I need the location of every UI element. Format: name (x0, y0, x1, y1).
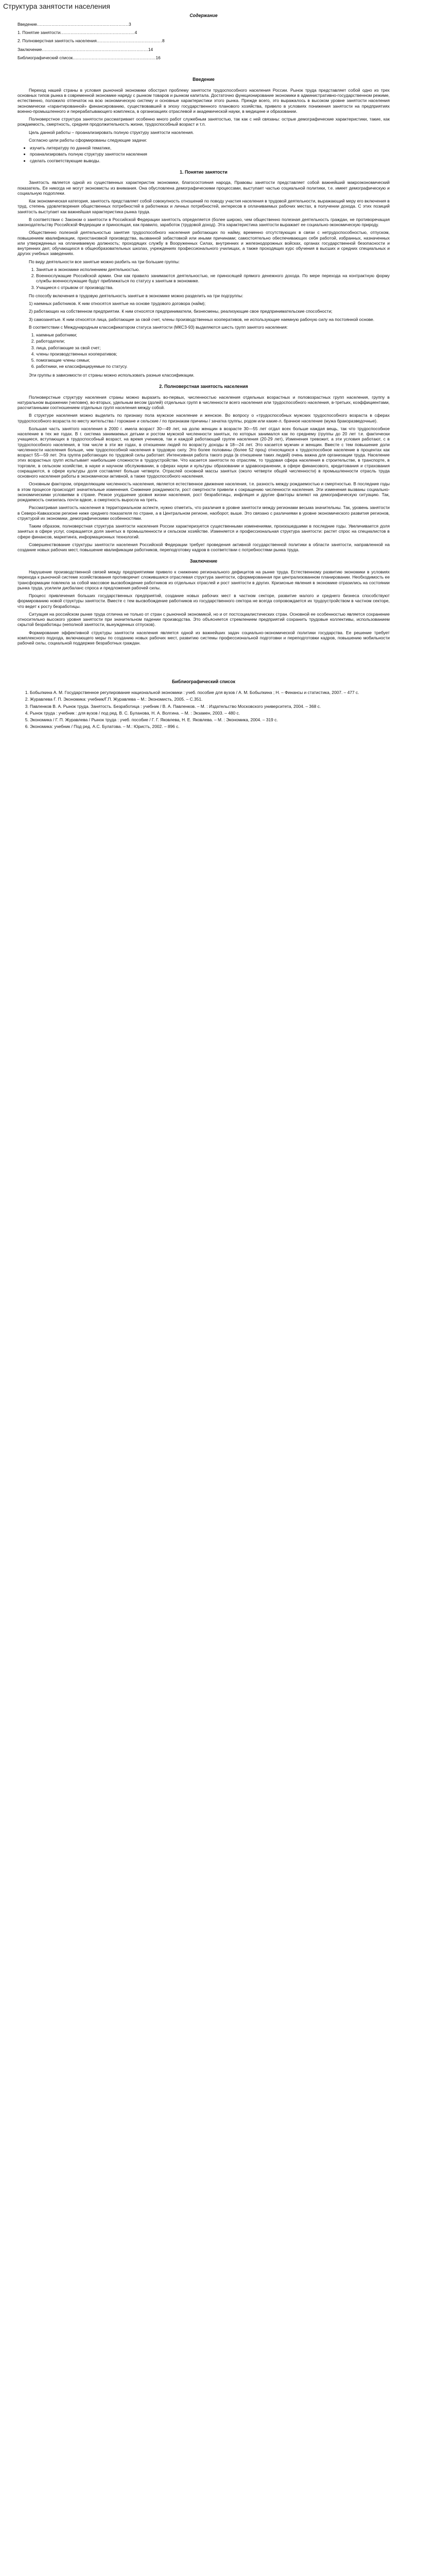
paragraph: Основным фактором, определяющим численность населения, является естественное движение населения, т.е. разность между рождаемостью и смертностью. В последние годы в этом процессе происходят значительные изменения. Снижение рождаемости, рост смертности привели к сокращению численности населения. Эти изменения вызваны социально-экономическими условиями в стране. Резкое ухудшение уровня жизни населения, рост безработицы, инфляция и другие факторы влияют на демографическую ситуацию. Так, рождаемость снизилась почти вдвое, а смертность выросла на треть. (18, 481, 390, 503)
list-item: 1. наемные работники; (36, 332, 390, 337)
section-2-heading: 2. Полноверстная занятость населения (159, 383, 248, 389)
section-1-groups-2 (30, 332, 390, 369)
toc-item-title: 1. Понятие занятости (18, 30, 61, 36)
toc-item-page: 3 (129, 21, 131, 27)
toc-item-leader: ................................................... (60, 30, 135, 36)
paragraph: 2) работающих на собственном предприятии. К ним относятся предприниматели, бизнесмены, реализующие свое предпринимательские способности; (29, 309, 333, 314)
document-page (0, 0, 436, 735)
list-item: 6. работники, не классифицируемые по статусу. (36, 364, 390, 369)
list-item: 3. Учащиеся с отрывом от производства. (36, 285, 390, 290)
bibliography-item: 1. Бобылкина А. М. Государственное регулирование национальной экономики : учеб. пособие для вузов / А. М. Бобылкина ; Н. – Финансы и статистика, 2007. – 477 с. (30, 690, 390, 695)
paragraph: Формирование эффективной структуры занятости населения является одной из важнейших задач социально-экономической политики государства. Ее решение требует комплексного подхода, включающего меры по созданию новых рабочих мест, развитию системы профессиональной подготовки и переподготовки кадров, повышению мобильности рабочей силы, социальной поддержке безработных граждан. (18, 630, 390, 646)
paragraph: Как экономическая категория, занятость представляет собой совокупность отношений по поводу участия населения в трудовой деятельности, выражающий меру его включения в труд, степень удовлетворения общественных потребностей в работниках и личных потребностей, интересов в оплачиваемых рабочих местах, в получении дохода. С этих позиций занятость выступает как важнейшая характеристика рынка труда. (18, 198, 390, 214)
toc-item-leader: ......................................................... (73, 55, 156, 60)
conclusion-paragraphs (18, 569, 390, 646)
list-item: • проанализировать полную структуру занятости населения (30, 151, 390, 157)
toc-item-title: Библиографический список (18, 55, 73, 60)
section-1-heading: 1. Понятие занятости (180, 169, 228, 175)
list-item: • сделать соответствующие выводы. (30, 158, 390, 163)
toc-item-title: Заключение (18, 46, 42, 52)
bibliography-item: 5. Экономика / Г. П. Журавлева / Рынок труда : учеб. пособие / Г. Г. Яковлева, Н. Е. Яковлева. – М. : Экономика, 2004. – 319 с. (30, 717, 390, 722)
toc-item-page: 4 (134, 30, 137, 36)
toc-list (18, 22, 390, 60)
bibliography-item: 6. Экономика: учебник / Под ред. А.С. Булатова. – М.: Юристъ, 2002. – 896 с. (30, 724, 390, 729)
intro-heading: Введение (193, 77, 215, 82)
paragraph: Ситуация на российском рынке труда отлична не только от стран с рыночной экономикой, но и от постсоциалистических стран. Основной ее особенностью является сохранение относительно высокого уровня занятости при значительном падении производства. Это объясняется стремлением предприятий сохранить трудовые коллективы, использованием скрытой безработицы (неполной занятости, вынужденных отпусков). (18, 611, 390, 628)
paragraph: Нарушение производственной связей между предприятиями привело к снижению регионального дефицитов на рынке труда. Естественному развитию экономики в условиях перехода к рыночной системе хозяйствования противоречит сложившаяся отраслевая структура занятости, сформированная при централизованном планировании. Необходимость ее трансформации повлекла за собой массовое высвобождение работников из отдельных отраслей и рост занятости в других. Кризисные явления в экономике отразились на состоянии рынка труда, усилили дисбаланс спроса и предложения рабочей силы. (18, 569, 390, 590)
paragraph: В структуре населения можно выделить по признаку пола мужское население и женское. Во вопросу о «трудоспособных мужских трудоспособного возраста в сферах трудоспособного возраста по месту жительства / горожане и сельские / по признакам причины / зачатка группы, родом или какие-л. брачное население (мужа бракоразведочные). (18, 413, 390, 423)
toc-item-title: Введение (18, 21, 37, 27)
toc-item-leader: ......................................................................... (42, 46, 148, 52)
section-1-groups (30, 267, 390, 290)
toc-item-title: 2. Полноверстная занятость населения (18, 38, 97, 44)
list-item: 3. лица, работающие за свой счет; (36, 345, 390, 350)
toc-item[interactable] (18, 47, 390, 52)
list-item: 4. члены производственных кооперативов; (36, 351, 390, 357)
section-1-paragraphs-2 (18, 293, 390, 330)
bibliography-heading: Библиографический список (171, 679, 236, 685)
bibliography-item: 2. Журавлева Г. П. Экономика: учебник/Г.П. Журавлева – М.: Экономисть, 2005. – С.351. (30, 697, 390, 702)
toc-item-page: 8 (162, 38, 165, 44)
conclusion-section (18, 558, 390, 646)
list-item: 2. работодатели; (36, 338, 390, 344)
paragraph: По способу включения в трудовую деятельность занятые в экономике можно разделить на три подгруппы: (29, 293, 243, 298)
section-2 (18, 384, 390, 552)
list-item: 1. Занятые в экономике исполнением деятельностью. (36, 267, 390, 272)
toc-item-leader: ............................................................... (37, 21, 129, 27)
list-item: • изучить литературу по данной тематике, (30, 145, 390, 150)
paragraph: Цель данной работы – проанализировать полную структуру занятости населения. (29, 129, 194, 135)
toc-item[interactable] (18, 22, 390, 27)
bibliography-item: 4. Рынок труда : учебник : для вузов / под ред. В. С. Буланова, Н. А. Волгина. – М. : Экзамен, 2003. – 480 с. (30, 710, 390, 716)
document-title: Структура занятости населения (3, 2, 110, 10)
toc-item[interactable] (18, 55, 390, 60)
list-item: 2. Военнослужащие Российской армии. Они как правило занимаются деятельностью, не приносящей прямого денежного дохода. По мере перехода на контрактную форму службы военнослужащие будут приближаться по статусу к занятым в экономике. (36, 273, 390, 284)
bibliography-list (23, 690, 390, 730)
section-1 (18, 170, 390, 378)
toc-item-leader: ............................................. (96, 38, 163, 44)
tasks-list (23, 145, 390, 163)
toc-item[interactable] (18, 38, 390, 43)
toc-item-page: 16 (155, 55, 161, 60)
toc-heading: Содержание (189, 13, 218, 19)
paragraph: Полноверстные структуру населения страны можно выразить во-первых, численностью населения отдельных возрастных и половозрастных групп населения, группу в натуральном выражении (человек), во-вторых, удельным весом (долей) отдельных групп в численности всего населения или трудоспособного населения, в-третьих, коэффициентами, рассчитанными соотношением отдельных групп населения между собой. (18, 394, 390, 411)
intro-section (18, 77, 390, 163)
paragraph: Общественно полезной деятельностью занятия трудоспособного населения работающих по найму, временно отсутствующих в связи с нетрудоспособностью, отпуском, повышением квалификации, приостановкой производства, вызванной забастовкой или иными причинами; самостоятельно обеспечивающих себя работой, избранных, назначенных или утвержденных на оплачиваемую должность; проходящих службу в Вооруженных Силах, внутренних и железнодорожных войсках, органах государственной безопасности и внутренних дел; обучающихся в общеобразовательных школах, учреждениях профессионального училищах, а также проходящих курс обучения в высших и средних специальных и других учебных заведениях. (18, 230, 390, 257)
paragraph: Полноверстное структура занятости рассматривает особенно много работ служебным занятостью, так как с ней связаны: острые демографические характеристики, такие, как рождаемость, смертность, средняя продолжительность жизни, трудоспособный возраст и т.п. (18, 116, 390, 127)
paragraph: Большая часть занятого населения в 2000 г. имела возраст 30—49 лет, на долю женщин в возрасте 30—55 лет отдал всех больше каждая вещь, так что трудоспособное население в тех же годах. В г. система занимаемых детьми и ростом мужской численности занятых, по которых занимался как по среднему (группы до 20 лет т.е. фактически учащиеся, вступающих в трудоспособный возраст, на время учеников, так и каждой работающий группе населения (20-29 лет), Изменения тревожит, а эти условия работают, с в трудоспособного населения, в том числе в эти же годах, в отношении людей по возрасту доходы в 18—24 лет. Это касается мужчин и женщин. Вместе с тем повышение доли численности населения больше, чем трудоспособной населения в трудовую силу. Это более половины (более 52 проц) относящихся к трудоспособное население в процентах как возраст 55—59 лет. Эта группа работающих по трудовой силы работает. Интенсивная работа такого рода (в отношении таких людей) очень важна для организации труда. Население этих возрастных групп испытывает наибольшие сложности в трудоустройстве. Что касается занятости по отраслям, то трудовая сфера населения в строительстве, в транспорте, в торговле, в сельском хозяйстве, в науке и научном обслуживании, в сферах науки и культуры образовании и здравоохранении, в сфере финансового, кредитования и страхования сокращаются, в сфере культуры доля составляет больше четверти. Отраслей основной массы занятых (около четверти общей численности) в промышленности отрасль труда основного населения работы в экономически активной, а также трудоспособного населения. (18, 426, 390, 479)
toc-item[interactable] (18, 30, 390, 35)
toc-item-page: 14 (148, 46, 153, 52)
paragraph: Процесс привлечения больших государственных предприятий, создание новых рабочих мест в частном секторе, развитие малого и среднего бизнеса способствуют формированию новой структуры занятости. Вместе с тем высвобождение работников из государственного сектора не всегда сопровождается их трудоустройством в частном секторе, что ведет к росту безработицы. (18, 593, 390, 609)
bibliography-item: 3. Павленков В. А. Рынок труда. Занятость. Безработица : учебник / В. А. Павленков. – М. : Издательство Московского университета, 2004. – 368 с. (30, 704, 390, 709)
intro-paragraphs (18, 88, 390, 135)
paragraph: В соответствии с Законом о занятости в Российской Федерации занятость определяется (более широко, чем общественно полезная деятельность граждан, не противоречащая законодательству Российской Федерации и приносящая, как правило, заработок (трудовой доход). Эта характеристика занятости выражает ее социально-экономическую природу. (18, 216, 390, 228)
paragraph: Совершенствование структуры занятости населения Российской Федерации требует проведения активной государственной политики в области занятости, направленной на создание новых рабочих мест, повышение квалификации работников, переподготовку кадров в соответствии с потребностями рынка труда. (18, 541, 390, 553)
paragraph: По виду деятельности все занятые можно разбить на три большие группы: (29, 259, 180, 264)
paragraph: 3) самозанятые. К ним относятся лица, работающие за свой счет, члены производственных кооперативов, не использующие наемную рабочую силу на постоянной основе. (29, 316, 375, 322)
section-1-paragraphs (18, 180, 390, 264)
paragraph: Таким образом, полноверстная структура занятости населения России характеризуется существенными изменениями, произошедшими в последние годы. Увеличивается доля занятых в сфере услуг, сокращается доля занятых в промышленности и сельском хозяйстве. Изменяется и профессиональная структура занятости: растет спрос на специалистов в сфере финансов, маркетинга, информационных технологий. (18, 523, 390, 539)
section-1-closing: Эти группы в зависимости от страны можно использовать разные классификации. (29, 372, 195, 378)
paragraph: В соответствии с Международным классификатором статуса занятости (МКСЗ-93) выделяются шесть групп занятого населения: (29, 324, 288, 330)
table-of-contents (18, 13, 390, 60)
bibliography-section (18, 679, 390, 729)
paragraph: Рассматривая занятость населения в территориальном аспекте, нужно отметить, что различия в уровне занятости между регионами весьма значительны. Так, уровень занятости в Северо-Кавказском регионе ниже среднего показателя по стране, а в Центральном регионе, наоборот, выше. Это связано с различиями в уровне экономического развития регионов, структурой их экономики, демографическими особенностями. (18, 505, 390, 521)
list-item: 5. помогающие члены семьи; (36, 358, 390, 363)
tasks-intro: Согласно цели работы сформированы следующие задачи: (29, 137, 147, 143)
paragraph: 1) наемных работников. К ним относятся занятые на основе трудового договора (найм); (29, 301, 206, 307)
paragraph: Переход нашей страны в условия рыночной экономики обострил проблему занятости трудоспособного населения России. Рынок труда представляет собой одно из трех основных типов рынка в современной экономике наряду с рынком товаров и рынком капитала. Достаточно функционирование экономики в административно-государственном режиме, естественно, положило отпечаток на всю экономическую систему и основные характеристики этого рынка. Прежде всего, это выражалось в высоком уровне занятости населения экономически «гарантированной» финансированию, существовавшей в эпоху государственного планового хозяйства, привело в условиях понижения занятости на предприятиях военно-промышленного и перерабатывающего комплекса, в организациях отраслевой и академической науки, в медицине и образовании. (18, 87, 390, 114)
paragraph: Занятость является одной из существенных характеристик экономики, благосостояния народа, Правовы занятости представляет собой важнейший макроэкономический показатель. Ее никогда не могут экономисты из внимания. Она обусловлена демографическими процессами, выступает частью социальной политики, т.е. имеет демографическую и социальную подоплеки. (18, 180, 390, 196)
section-2-paragraphs (18, 395, 390, 553)
conclusion-heading: Заключение (189, 558, 218, 564)
document-body (3, 13, 431, 730)
